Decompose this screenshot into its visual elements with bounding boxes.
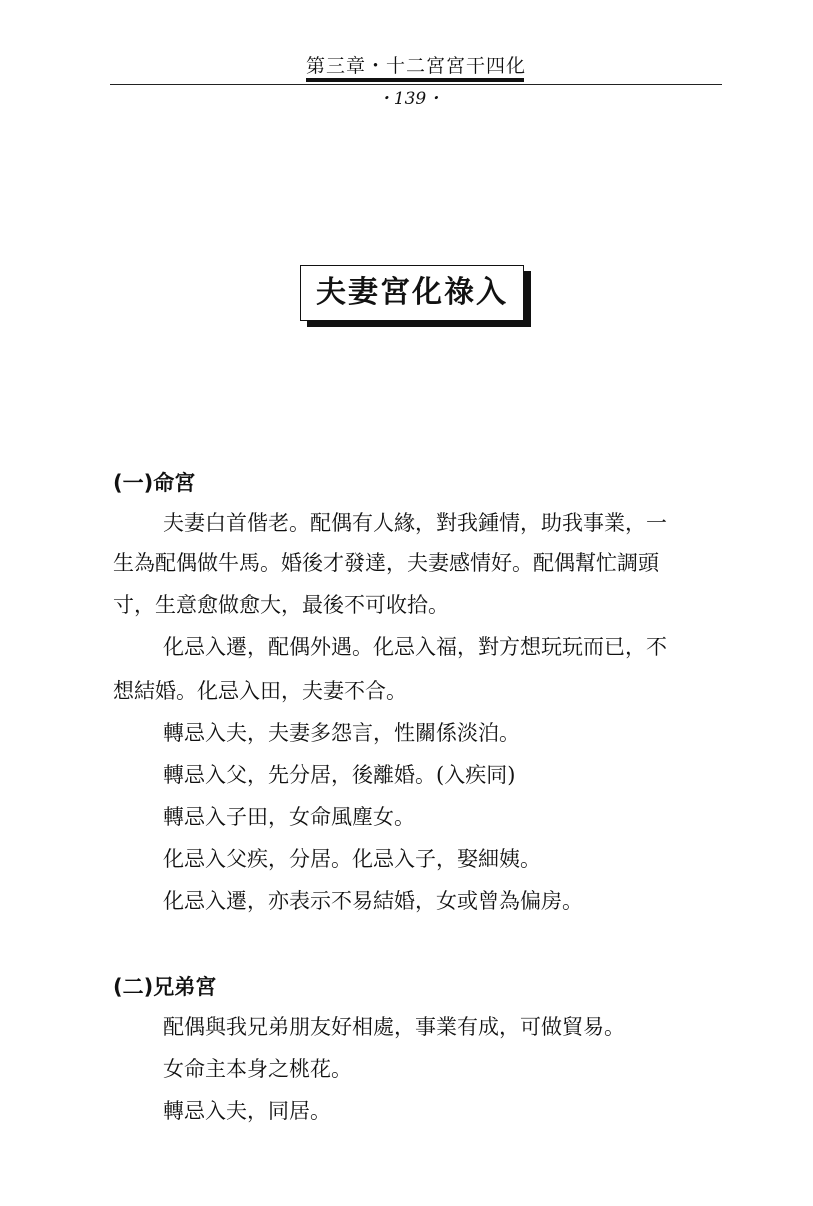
paragraph-line: 生為配偶做牛馬。婚後才發達，夫妻感情好。配偶幫忙調頭 <box>113 551 659 575</box>
paragraph-line: 轉忌入夫，夫妻多怨言，性關係淡泊。 <box>163 721 520 745</box>
section-title-box <box>300 265 524 321</box>
header-rule <box>110 84 722 85</box>
page-number: ・139・ <box>376 89 444 109</box>
section-heading-ming-gong: (一)命宮 <box>113 471 196 495</box>
paragraph-line: 化忌入遷，配偶外遇。化忌入福，對方想玩玩而已，不 <box>163 635 667 659</box>
paragraph-line: 化忌入遷，亦表示不易結婚，女或曾為偏房。 <box>163 889 583 913</box>
section-heading-xiong-di-gong: (二)兄弟宮 <box>113 975 217 999</box>
paragraph-line: 配偶與我兄弟朋友好相處，事業有成，可做貿易。 <box>163 1015 625 1039</box>
paragraph-line: 寸，生意愈做愈大，最後不可收拾。 <box>113 593 449 617</box>
paragraph-line: 轉忌入夫，同居。 <box>163 1099 331 1123</box>
paragraph-line: 想結婚。化忌入田，夫妻不合。 <box>113 679 407 703</box>
paragraph-line: 化忌入父疾，分居。化忌入子，娶細姨。 <box>163 847 541 871</box>
paragraph-line: 轉忌入父，先分居，後離婚。(入疾同) <box>163 763 516 787</box>
section-title: 夫妻宮化祿入 <box>316 275 508 310</box>
chapter-header-title: 第三章・十二宮宮干四化 <box>306 54 524 82</box>
paragraph-line: 夫妻白首偕老。配偶有人緣，對我鍾情，助我事業，一 <box>163 511 667 535</box>
paragraph-line: 女命主本身之桃花。 <box>163 1057 352 1081</box>
paragraph-line: 轉忌入子田，女命風塵女。 <box>163 805 415 829</box>
